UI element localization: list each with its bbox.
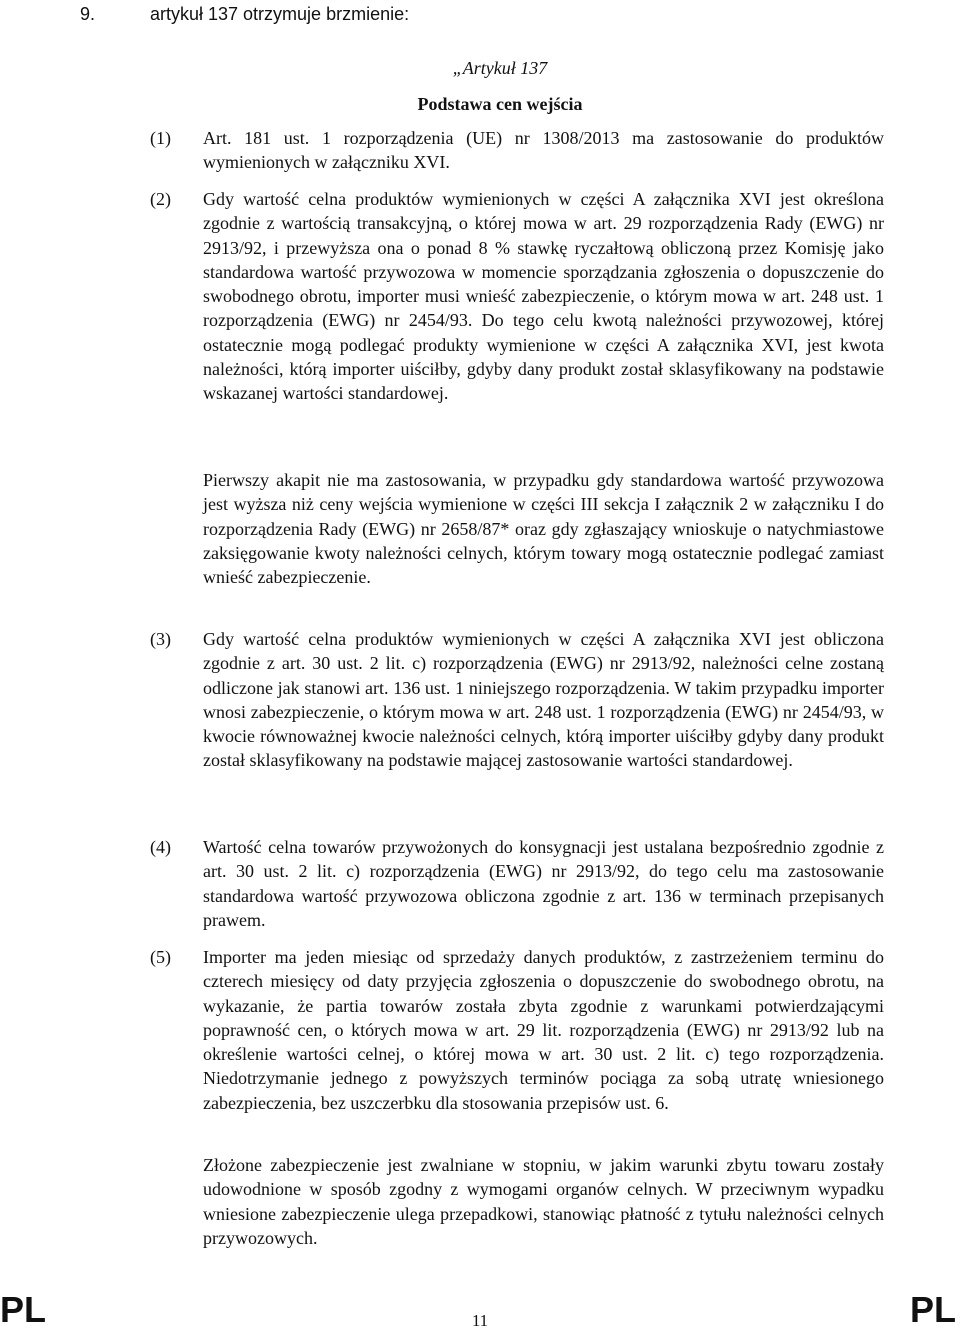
paragraph-number-3: (3)	[150, 629, 171, 649]
footer-language-left: PL	[0, 1289, 47, 1330]
paragraph-1-text: Art. 181 ust. 1 rozporządzenia (UE) nr 1308/2013 ma zastosowanie do produktów wymienionych w załączniku XVI.	[203, 128, 884, 173]
paragraph-3-text: Gdy wartość celna produktów wymienionych w części A załącznika XVI jest obliczona zgodnie z art. 30 ust. 2 lit. c) rozporządzenia (EWG) nr 2913/92, należności celne zostaną odliczone jak stanowi art. 136 ust. 1 niniejszego rozporządzenia. W takim przypadku importer wnosi zabezpieczenie, o którym mowa w art. 248 ust. 1 rozporządzenia (EWG) nr 2454/93, w kwocie równoważnej kwocie należności celnych, którą importer uiściłby gdyby dany produkt został sklasyfikowany na podstawie mającej zastosowanie wartości standardowej.	[203, 629, 884, 771]
item-number: 9.	[80, 4, 96, 24]
paragraph-number-1: (1)	[150, 128, 171, 148]
article-title-text: „Artykuł 137	[452, 58, 548, 78]
article-title	[0, 56, 960, 80]
paragraph-4-text: Wartość celna towarów przywożonych do konsygnacji jest ustalana bezpośrednio zgodnie z art. 30 ust. 2 lit. c) rozporządzenia (EWG) nr 2913/92, do tego celu ma zastosowanie standardowa wartość przywozowa obliczona zgodnie z art. 136 w terminach przepisanych prawem.	[203, 837, 884, 930]
article-subtitle	[0, 92, 960, 116]
paragraph-number-2: (2)	[150, 189, 171, 209]
page-number: 11	[471, 1311, 489, 1330]
footer-language-right: PL	[909, 1289, 956, 1330]
paragraph-2-text: Gdy wartość celna produktów wymienionych w części A załącznika XVI jest określona zgodnie z wartością transakcyjną, o której mowa w art. 29 rozporządzenia Rady (EWG) nr 2913/92, i przewyższa ona o ponad 8 % stawkę ryczałtową obliczoną przez Komisję jako standardowa wartość przywozowa w momencie sporządzania zgłoszenia o dopuszczenie do swobodnego obrotu, importer musi wnieść zabezpieczenie, o którym mowa w art. 248 ust. 1 rozporządzenia (EWG) nr 2454/93. Do tego celu kwotą należności przywozowej, której ostatecznie mogą podlegać produkty wymienione w części A załącznika XVI, jest kwota należności, którą importer uiściłby, gdyby dany produkt został sklasyfikowany na podstawie wskazanej wartości standardowej.	[203, 189, 884, 404]
paragraph-number-5: (5)	[150, 947, 171, 967]
paragraph-number-4: (4)	[150, 837, 171, 857]
paragraph-5-subparagraph: Złożone zabezpieczenie jest zwalniane w stopniu, w jakim warunki zbytu towaru zostały udowodnione w sposób zgodny z wymogami organów celnych. W przeciwnym wypadku wniesione zabezpieczenie ulega przepadkowi, stanowiąc płatność z tytułu należności celnych przywozowych.	[203, 1155, 884, 1248]
paragraph-2-subparagraph: Pierwszy akapit nie ma zastosowania, w przypadku gdy standardowa wartość przywozowa jest wyższa niż ceny wejścia wymienione w części III sekcja I załącznik 2 w załączniku I do rozporządzenia Rady (EWG) nr 2658/87* oraz gdy zgłaszający wnioskuje o natychmiastowe zaksięgowanie kwoty należności celnych, którym towary mogą ostatecznie podlegać zamiast wnieść zabezpieczenie.	[203, 470, 884, 588]
article-subtitle-text: Podstawa cen wejścia	[417, 94, 583, 114]
item-text: artykuł 137 otrzymuje brzmienie:	[150, 4, 410, 24]
paragraph-5-text: Importer ma jeden miesiąc od sprzedaży danych produktów, z zastrzeżeniem terminu do czterech miesięcy od daty przyjęcia zgłoszenia o dopuszczenie do swobodnego obrotu, na wykazanie, że partia towarów została zbyta zgodnie z warunkami potwierdzającymi poprawność cen, o których mowa w art. 29 lit. rozporządzenia (EWG) nr 2913/92 lub na określenie wartości celnej, o której mowa w art. 30 ust. 2 lit. c) tego rozporządzenia. Niedotrzymanie jednego z powyższych terminów pociąga za sobą utratę wniesionego zabezpieczenia, bez uszczerbku dla stosowania przepisów ust. 6.	[203, 947, 884, 1113]
list-item-header	[80, 2, 409, 26]
